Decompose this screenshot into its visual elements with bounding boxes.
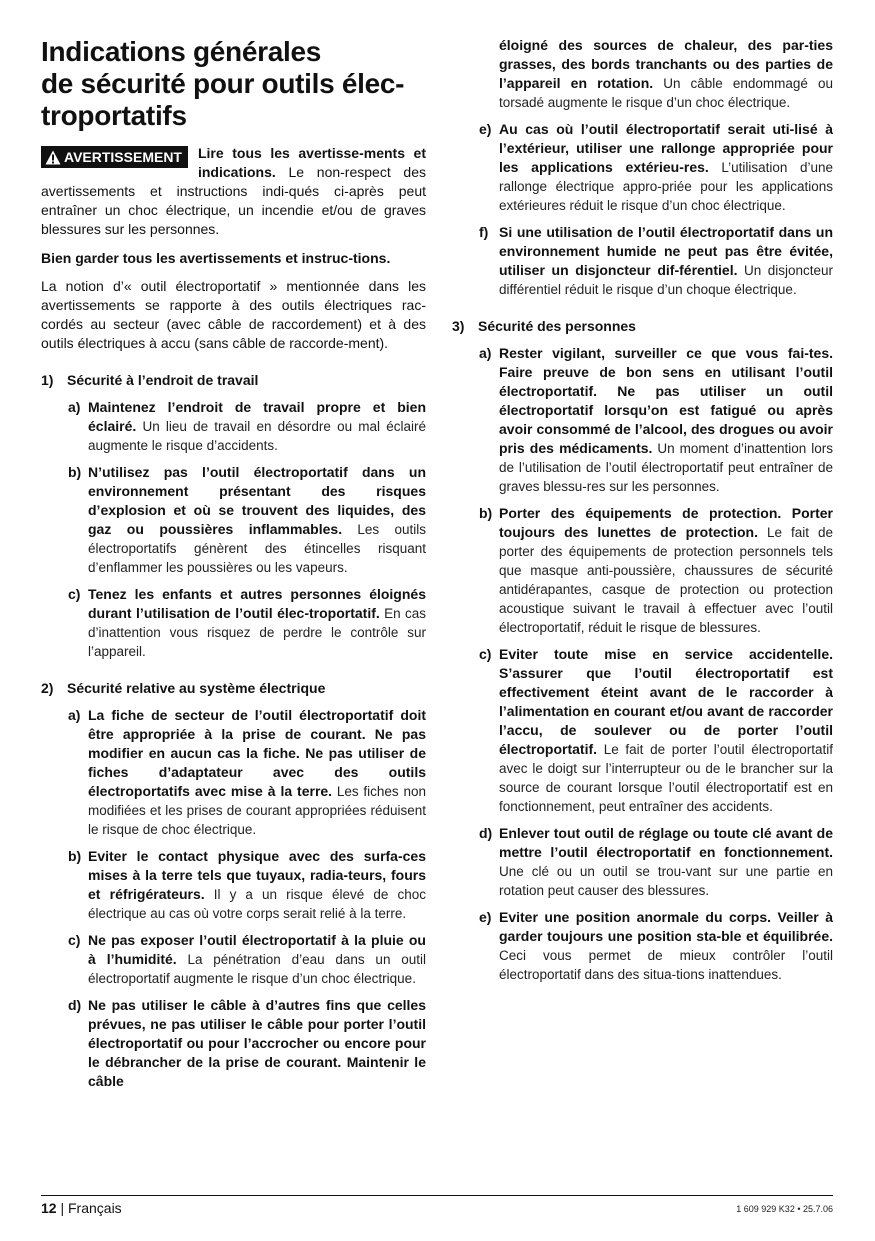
item-bold: Ne pas exposer l’outil électroportatif à la pluie ou à l’humidité. [88, 932, 426, 967]
item-text: Les fiches non modifiées et les prises de courant appropriées réduisent le risque de choc électrique. [88, 784, 426, 837]
item-text: Ceci vous permet de mieux contrôler l’outil électroportatif dans des situa-tions inattendues. [499, 948, 833, 982]
section-2 [41, 679, 426, 1091]
item-text: Un moment d’inattention lors de l’utilisation de l’outil électroportatif peut entraîner de graves blessu-res sur les personnes. [499, 441, 833, 494]
item-bold: Au cas où l’outil électroportatif serait uti-lisé à l’extérieur, utiliser une rallonge appropriée pour les applications extérieu-res. [499, 121, 833, 175]
left-column [41, 36, 426, 1091]
item-bold: N’utilisez pas l’outil électroportatif dans un environnement présentant des risques d’explosion et où se trouvent des liquides, des gaz ou poussières inflammables. [88, 464, 426, 537]
item-text: Un câble endommagé ou torsadé augmente le risque d’un choc électrique. [499, 76, 833, 110]
section-1 [41, 371, 426, 661]
item-text: Le fait de porter des équipements de protection personnels tels que masque anti-poussière, chaussures de sécurité antidérapantes, casque de protection ou protection acoustique suivant le travail à effectuer avec l’outil électroportatif, réduit le risque de blessures. [499, 525, 833, 635]
item-bold: Porter des équipements de protection. Porter toujours des lunettes de protection. [499, 505, 833, 540]
item-bold: Eviter le contact physique avec des surfa-ces mises à la terre tels que tuyaux, radia-teurs, fours et réfrigérateurs. [88, 848, 426, 902]
item-letter: a) [68, 399, 81, 415]
item-text: Un lieu de travail en désordre ou mal éclairé augmente le risque d’accidents. [88, 419, 426, 453]
item-bold: éloigné des sources de chaleur, des par-ties grasses, des bords tranchants ou des parties de l’appareil en rotation. [499, 37, 833, 91]
list-item [452, 504, 833, 637]
section-heading [41, 679, 426, 698]
item-bold: Enlever tout outil de réglage ou toute clé avant de mettre l’outil électroportatif en fonctionnement. [499, 825, 833, 860]
section-title: Sécurité relative au système électrique [67, 680, 326, 696]
section-3 [452, 317, 833, 984]
section-title: Sécurité à l’endroit de travail [67, 372, 259, 388]
footer-reference: 1 609 929 K32 • 25.7.06 [736, 1204, 833, 1214]
section-number: 2) [41, 680, 54, 696]
list-item [41, 931, 426, 988]
list-item [452, 223, 833, 299]
item-letter: e) [479, 909, 492, 925]
item-letter: e) [479, 121, 492, 137]
item-letter: a) [68, 707, 81, 723]
item-letter: f) [479, 224, 489, 240]
section-number: 1) [41, 372, 54, 388]
list-item [41, 996, 426, 1091]
item-letter: a) [479, 345, 492, 361]
footer-separator: | [56, 1200, 68, 1216]
item-bold: Eviter toute mise en service accidentelle. S’assurer que l’outil électroportatif est effectivement éteint avant de le raccorder à l’alimentation en courant et/ou avant de raccorder l’accu, de soulever ou de porter l’outil électroportatif. [499, 646, 833, 757]
item-continuation [452, 36, 833, 112]
page-number: 12 [41, 1200, 57, 1216]
item-bold: Ne pas utiliser le câble à d’autres fins que celles prévues, ne pas utiliser le câble pour porter l’outil électroportatif ou pour l’accrocher ou encore pour le débrancher de la prise de courant. Maintenir le câble [88, 997, 426, 1089]
warning-badge [41, 146, 188, 168]
item-letter: b) [68, 848, 82, 864]
list-item [452, 344, 833, 496]
footer-page-info [41, 1199, 122, 1217]
item-bold: Rester vigilant, surveiller ce que vous fai-tes. Faire preuve de bon sens en utilisant l’outil électroportatif. Ne pas utiliser un outil électroportatif lorsqu’on est fatigué ou après avoir consommé de l’alcool, des drogues ou avoir pris des médicaments. [499, 345, 833, 456]
title-line-3: troportatifs [41, 100, 187, 131]
item-bold: Eviter une position anormale du corps. Veiller à garder toujours une position sta-ble et équilibrée. [499, 909, 833, 944]
footer-divider [41, 1195, 833, 1196]
item-letter: c) [68, 932, 81, 948]
item-text: Le fait de porter l’outil électroportatif avec le doigt sur l’interrupteur ou de le brancher sur la source de courant lorsque l’outil électroportatif est en fonctionnement, peut entraîner des accidents. [499, 742, 833, 814]
warning-block [41, 144, 426, 239]
list-item [452, 824, 833, 900]
item-bold: Tenez les enfants et autres personnes éloignés durant l’utilisation de l’outil élec-troportatif. [88, 586, 426, 621]
item-bold: Si une utilisation de l’outil électroportatif dans un environnement humide ne peut pas être évitée, utiliser un disjoncteur dif-férentiel. [499, 224, 833, 278]
item-letter: c) [479, 646, 492, 662]
item-bold: La fiche de secteur de l’outil électroportatif doit être appropriée à la prise de courant. Ne pas modifier en aucun cas la fiche. Ne pas utiliser de fiches d’adaptateur avec des outils électroportatifs avec mise à la terre. [88, 707, 426, 799]
list-item [41, 398, 426, 455]
item-text: Les outils électroportatifs génèrent des étincelles risquant d’enflammer les poussières ou les vapeurs. [88, 522, 426, 575]
item-text: En cas d’inattention vous risquez de perdre le contrôle sur l’appareil. [88, 606, 426, 659]
section-heading [452, 317, 833, 336]
page-title [41, 36, 426, 132]
title-line-2: de sécurité pour outils élec- [41, 68, 405, 99]
list-item [41, 847, 426, 923]
item-text: L’utilisation d’une rallonge électrique appro-priée pour les applications extérieures réduit le risque d’un choc électrique. [499, 160, 833, 213]
list-item [41, 706, 426, 839]
warning-bold: Lire tous les avertisse-ments et indications. [197, 145, 426, 180]
list-item [452, 645, 833, 816]
item-letter: d) [479, 825, 493, 841]
item-letter: c) [68, 586, 81, 602]
item-bold: Maintenez l’endroit de travail propre et bien éclairé. [88, 399, 426, 434]
item-text: La pénétration d’eau dans un outil électroportatif augmente le risque d’un choc électrique. [88, 952, 426, 986]
item-text: Un disjoncteur différentiel réduit le risque d’un choque électrique. [499, 263, 834, 297]
item-letter: b) [68, 464, 82, 480]
item-letter: b) [479, 505, 493, 521]
section-number: 3) [452, 318, 465, 334]
list-item [452, 120, 833, 215]
warning-badge-label: AVERTISSEMENT [64, 149, 182, 165]
warning-text: Le non-respect des avertissements et instructions indi-qués ci-après peut entraîner un choc électrique, un incendie et/ou de graves blessures sur les personnes. [41, 164, 426, 237]
keep-notice: Bien garder tous les avertissements et instruc-tions. [41, 250, 391, 266]
footer-language: Français [68, 1200, 122, 1216]
right-column [452, 36, 833, 984]
item-letter: d) [68, 997, 82, 1013]
definition-paragraph: La notion d’« outil électroportatif » mentionnée dans les avertissements se rapporte à des outils électriques rac-cordés au secteur (avec câble de raccordement) et à des outils électriques à accu (sans câble de raccorde-ment). [41, 278, 426, 351]
item-text: Une clé ou un outil se trou-vant sur une partie en rotation peut causer des blessures. [499, 864, 833, 898]
section-title: Sécurité des personnes [478, 318, 636, 334]
list-item [41, 463, 426, 577]
section-heading [41, 371, 426, 390]
title-line-1: Indications générales [41, 36, 322, 67]
item-text: Il y a un risque élevé de choc électrique au cas où votre corps serait relié à la terre. [88, 887, 426, 921]
list-item [41, 585, 426, 661]
warning-triangle-icon [45, 150, 61, 165]
list-item [452, 908, 833, 984]
